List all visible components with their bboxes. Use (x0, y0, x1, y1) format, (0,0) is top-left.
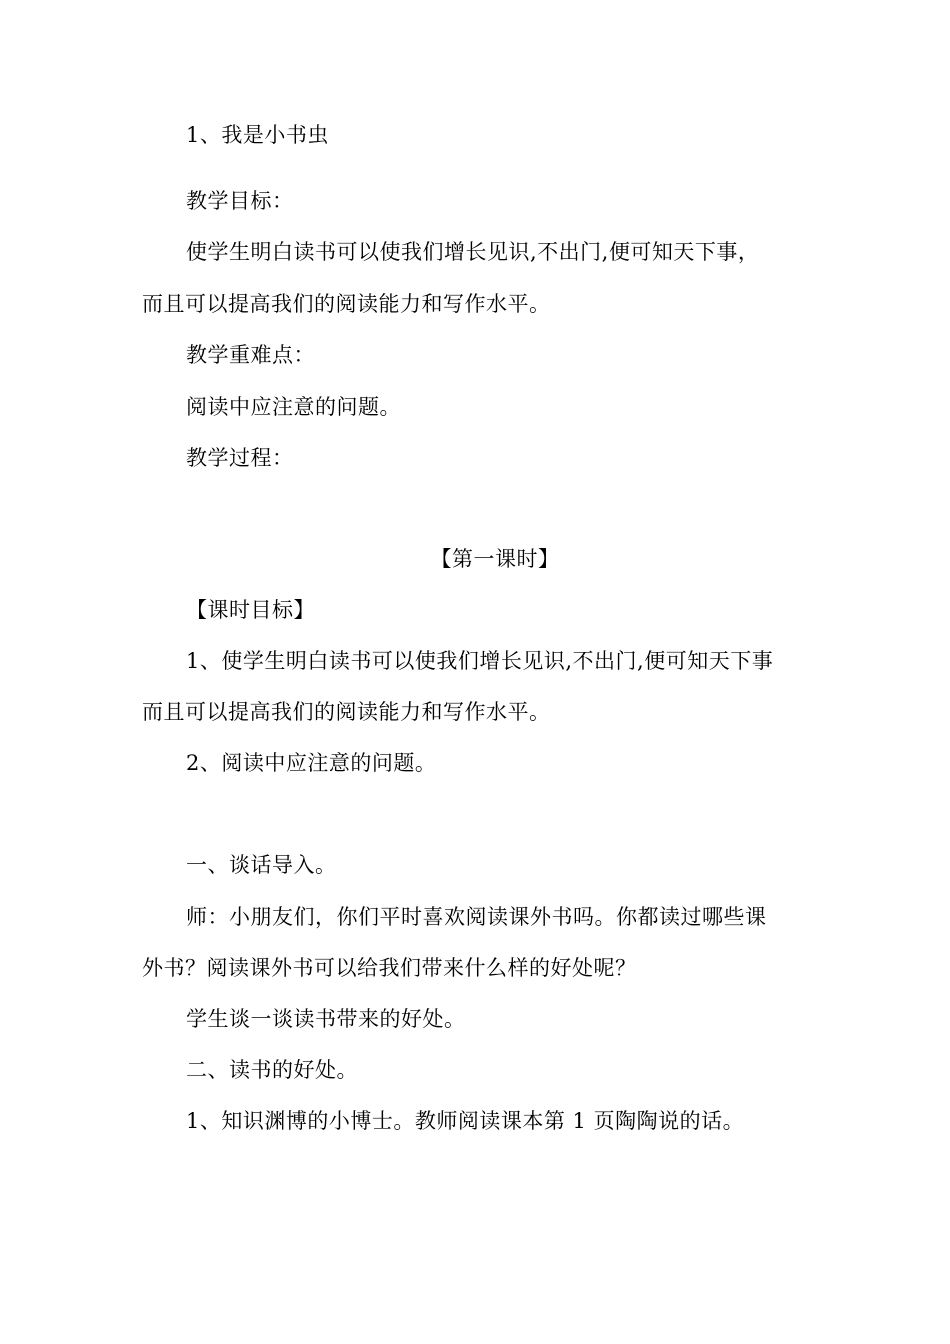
section-2-item-1: 1、知识渊博的小博士。教师阅读课本第 1 页陶陶说的话。 (186, 1109, 745, 1133)
student-activity: 学生谈一谈读书带来的好处。 (186, 1007, 466, 1031)
key-points-text: 阅读中应注意的问题。 (186, 395, 401, 419)
lesson-goals-heading: 【课时目标】 (186, 598, 315, 622)
section-2-heading: 二、读书的好处。 (186, 1058, 358, 1082)
objectives-heading: 教学目标： (186, 189, 294, 213)
key-points-heading: 教学重难点： (186, 343, 315, 367)
section-1-heading: 一、谈话导入。 (186, 853, 337, 877)
lesson-title: 1、我是小书虫 (186, 123, 329, 147)
objectives-text-line-1: 使学生明白读书可以使我们增长见识,不出门,便可知天下事， (186, 240, 760, 264)
lesson-goal-2: 2、阅读中应注意的问题。 (186, 751, 437, 775)
teacher-speech-line-1: 师：小朋友们，你们平时喜欢阅读课外书吗。你都读过哪些课 (186, 905, 767, 929)
process-heading: 教学过程： (186, 446, 294, 470)
objectives-text-line-2: 而且可以提高我们的阅读能力和写作水平。 (142, 292, 551, 316)
lesson-goal-1-line-1: 1、使学生明白读书可以使我们增长见识,不出门,便可知天下事 (186, 649, 774, 673)
first-lesson-heading: 【第一课时】 (430, 547, 560, 571)
teacher-speech-line-2: 外书？阅读课外书可以给我们带来什么样的好处呢？ (142, 956, 637, 980)
lesson-goal-1-line-2: 而且可以提高我们的阅读能力和写作水平。 (142, 700, 551, 724)
